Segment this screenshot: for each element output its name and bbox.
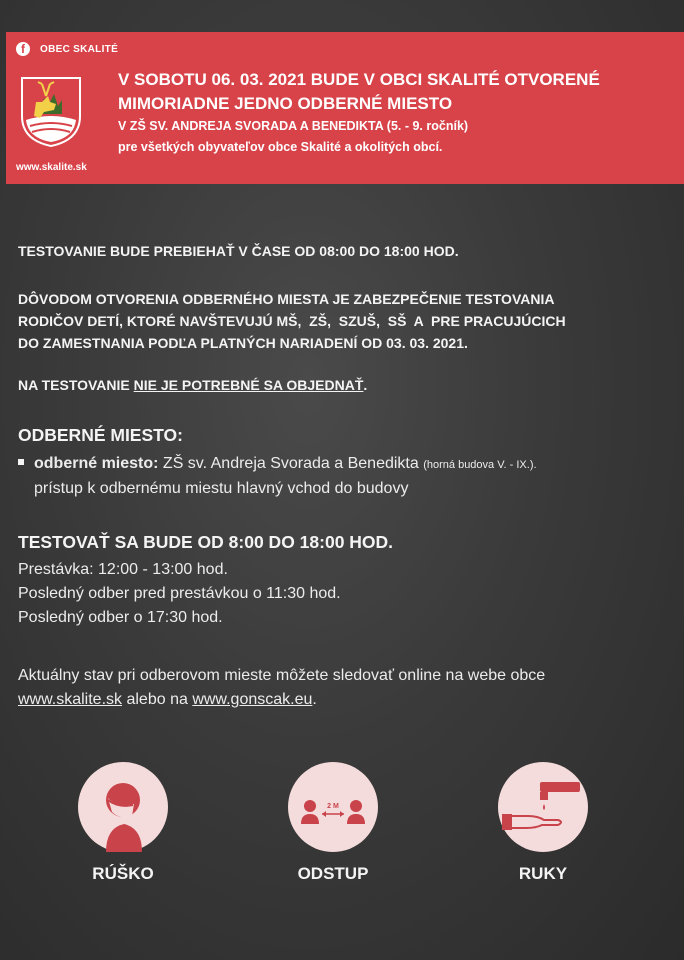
status-middle: alebo na (122, 691, 193, 708)
site-item-note: (horná budova V. - IX.). (423, 459, 537, 471)
crest-website: www.skalite.sk (16, 162, 87, 173)
mask-label: RÚŠKO (92, 864, 154, 883)
reason-line-2: RODIČOV DETÍ, KTORÉ NAVŠTEVUJÚ MŠ, ZŠ, SZUŠ, SŠ A PRE PRACUJÚCICH (18, 313, 566, 329)
link-skalite[interactable]: www.skalite.sk (18, 691, 123, 708)
banner-line-2: MIMORIADNE JEDNO ODBERNÉ MIESTO (118, 94, 453, 113)
municipality-crest-icon (20, 76, 82, 148)
source-row (16, 42, 118, 56)
testing-time-line: TESTOVANIE BUDE PREBIEHAŤ V ČASE OD 08:00 DO 18:00 HOD. (18, 243, 459, 259)
mask-icon (78, 762, 168, 852)
status-end: . (312, 691, 317, 708)
schedule-details (18, 558, 341, 630)
schedule-break: Prestávka: 12:00 - 13:00 hod. (18, 561, 228, 578)
facebook-icon[interactable]: f (16, 42, 30, 56)
schedule-last: Posledný odber o 17:30 hod. (18, 609, 223, 626)
banner-line-4: pre všetkých obyvateľov obce Skalité a okolitých obcí. (118, 140, 443, 154)
site-heading: ODBERNÉ MIESTO: (18, 425, 183, 445)
link-gonscak[interactable]: www.gonscak.eu (192, 691, 313, 708)
source-label: OBEC SKALITÉ (40, 43, 119, 55)
banner-text (118, 68, 600, 158)
distance-label: ODSTUP (297, 864, 369, 883)
distance-badge: 2 M (327, 803, 339, 810)
header-banner (6, 32, 684, 184)
reason-block (18, 288, 566, 354)
reason-line-3: DO ZAMESTNANIA PODĽA PLATNÝCH NARIADENÍ OD 03. 03. 2021. (18, 335, 468, 351)
schedule-heading: TESTOVAŤ SA BUDE OD 8:00 DO 18:00 HOD. (18, 532, 394, 552)
distance-icon (288, 762, 378, 852)
site-list-item (18, 452, 537, 501)
site-item-label: odberné miesto: (34, 455, 159, 472)
reason-line-1: DÔVODOM OTVORENIA ODBERNÉHO MIESTA JE ZABEZPEČENIE TESTOVANIA (18, 291, 555, 307)
schedule-last-before-break: Posledný odber pred prestávkou o 11:30 hod. (18, 585, 341, 602)
handwash-label: RUKY (518, 864, 568, 883)
booking-prefix: NA TESTOVANIE (18, 377, 134, 393)
handwash-icon (498, 762, 588, 852)
site-item-value: ZŠ sv. Andreja Svorada a Benedikta (158, 455, 424, 472)
booking-underlined: NIE JE POTREBNÉ SA OBJEDNAŤ (133, 377, 364, 393)
booking-suffix: . (363, 377, 368, 393)
status-line-1: Aktuálny stav pri odberovom mieste môžete sledovať online na webe obce (18, 667, 546, 684)
status-block (18, 664, 545, 712)
site-access-line: prístup k odbernému miestu hlavný vchod do budovy (34, 480, 409, 497)
booking-line (18, 374, 367, 396)
bullet-icon (18, 459, 24, 465)
banner-line-3: V ZŠ SV. ANDREJA SVORADA A BENEDIKTA (5. - 9. ročník) (118, 119, 469, 133)
banner-line-1: V SOBOTU 06. 03. 2021 BUDE V OBCI SKALITÉ OTVORENÉ (118, 70, 600, 89)
